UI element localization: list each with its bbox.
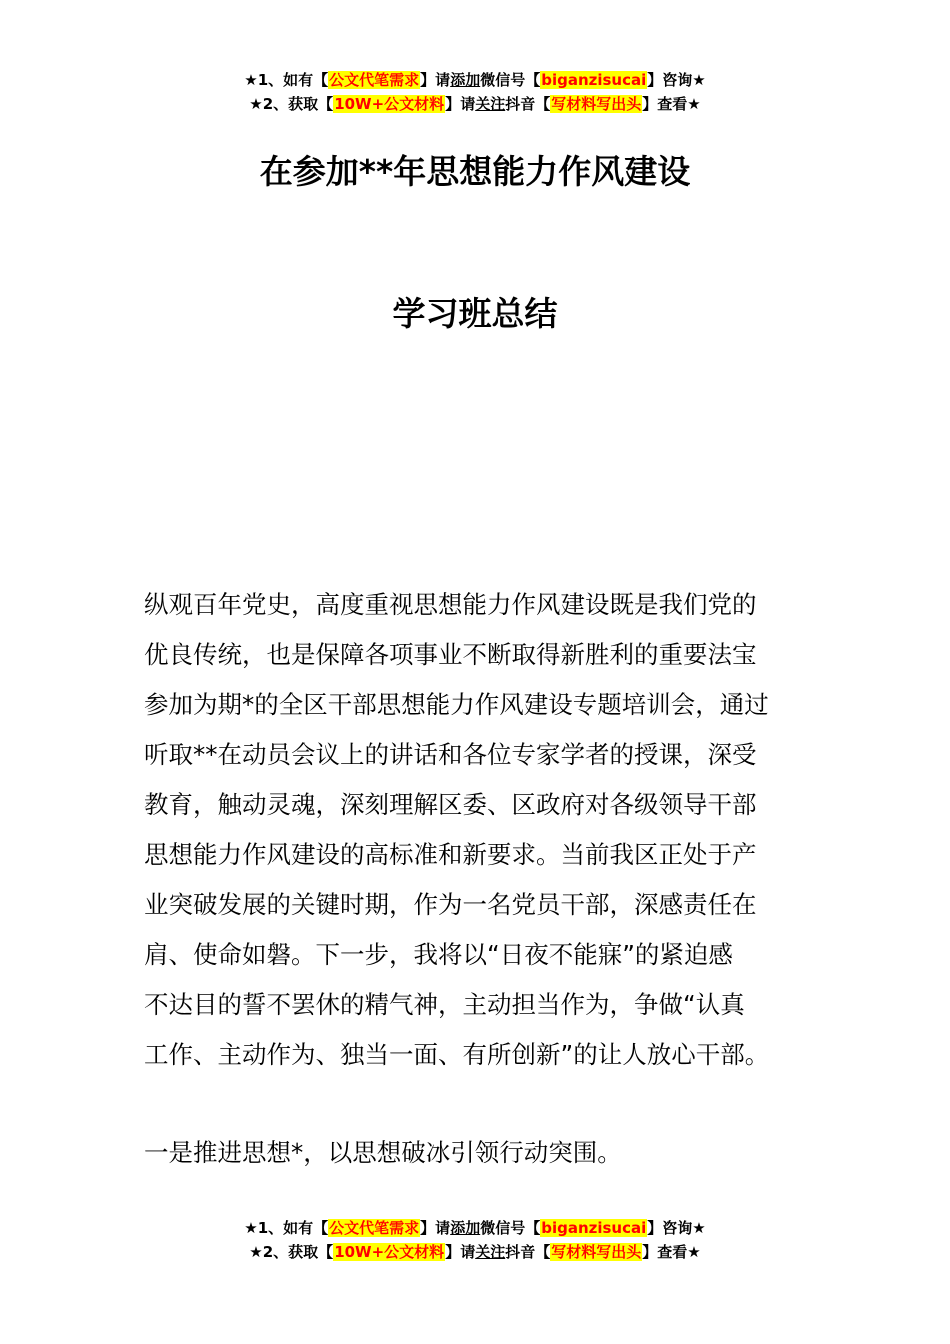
banner-text: 抖音【 — [505, 95, 551, 113]
paragraph-line: 不达目的誓不罢休的精气神，主动担当作为，争做“认真 — [144, 990, 745, 1019]
paragraph-line: 听取**在动员会议上的讲话和各位专家学者的授课，深受 — [144, 740, 757, 769]
highlighted-text: 写材料写出头 — [551, 95, 642, 113]
document-title-line-2: 学习班总结 — [392, 294, 558, 333]
emphasized-text: 添加 — [450, 71, 481, 89]
highlighted-text: 10W+公文材料 — [334, 1243, 445, 1261]
highlighted-text: biganzisucai — [541, 1219, 647, 1237]
banner-text: ★1、如有【 — [244, 1219, 329, 1237]
emphasized-text: 添加 — [450, 1219, 481, 1237]
highlighted-text: biganzisucai — [541, 71, 647, 89]
paragraph-line: 业突破发展的关键时期，作为一名党员干部，深感责任在 — [144, 890, 757, 919]
banner-line-2 — [0, 1240, 950, 1264]
emphasized-text: 关注 — [475, 1243, 506, 1261]
banner-text: 微信号【 — [480, 1219, 541, 1237]
paragraph-line: 参加为期*的全区干部思想能力作风建设专题培训会，通过 — [144, 690, 769, 719]
banner-text: 】咨询★ — [647, 71, 706, 89]
document-title-line-1: 在参加**年思想能力作风建设 — [259, 152, 691, 191]
paragraph-line: 思想能力作风建设的高标准和新要求。当前我区正处于产 — [144, 840, 757, 869]
banner-line-1 — [0, 1216, 950, 1240]
banner-text: ★2、获取【 — [249, 95, 334, 113]
header-banner — [0, 68, 950, 116]
highlighted-text: 写材料写出头 — [551, 1243, 642, 1261]
banner-text: 微信号【 — [480, 71, 541, 89]
banner-text: 】请 — [420, 71, 451, 89]
banner-line-2 — [0, 92, 950, 116]
banner-text: 】查看★ — [642, 1243, 701, 1261]
banner-text: ★2、获取【 — [249, 1243, 334, 1261]
banner-text: 】请 — [445, 95, 476, 113]
banner-text: 】请 — [420, 1219, 451, 1237]
highlighted-text: 10W+公文材料 — [334, 95, 445, 113]
banner-text: ★1、如有【 — [244, 71, 329, 89]
banner-text: 】查看★ — [642, 95, 701, 113]
footer-banner — [0, 1216, 950, 1264]
highlighted-text: 公文代笔需求 — [329, 71, 420, 89]
banner-line-1 — [0, 68, 950, 92]
paragraph-line: 肩、使命如磐。下一步，我将以“日夜不能寐”的紧迫感 — [144, 940, 733, 969]
paragraph-line: 工作、主动作为、独当一面、有所创新”的让人放心干部。 — [144, 1040, 770, 1069]
paragraph-line: 纵观百年党史，高度重视思想能力作风建设既是我们党的 — [144, 590, 757, 619]
emphasized-text: 关注 — [475, 95, 506, 113]
section-heading-paragraph: 一是推进思想*，以思想破冰引领行动突围。 — [144, 1138, 622, 1167]
body-paragraph — [144, 580, 814, 1080]
paragraph-line: 优良传统，也是保障各项事业不断取得新胜利的重要法宝 — [144, 640, 757, 669]
banner-text: 】请 — [445, 1243, 476, 1261]
highlighted-text: 公文代笔需求 — [329, 1219, 420, 1237]
paragraph-line: 教育，触动灵魂，深刻理解区委、区政府对各级领导干部 — [144, 790, 757, 819]
banner-text: 】咨询★ — [647, 1219, 706, 1237]
banner-text: 抖音【 — [505, 1243, 551, 1261]
